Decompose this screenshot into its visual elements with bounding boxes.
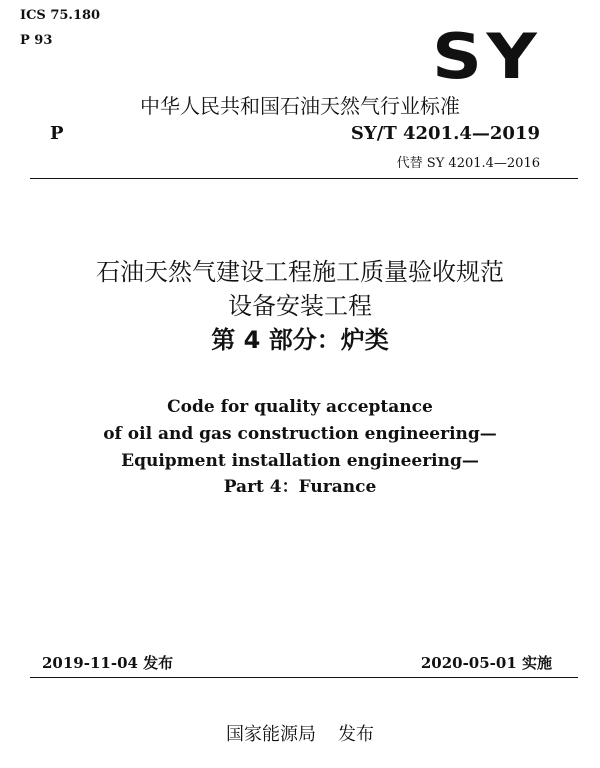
- top-divider: [30, 178, 578, 179]
- implementation-date: 2020-05-01 实施: [420, 654, 552, 672]
- replaces-note: 代替 SY 4201.4—2016: [396, 156, 540, 171]
- title-zh-line3: 第 4 部分：炉类: [211, 326, 389, 354]
- publisher-action: 发布: [338, 724, 374, 745]
- category-code: P: [50, 123, 64, 144]
- issue-date: 2019-11-04 发布: [42, 654, 174, 672]
- title-en-line1: Code for quality acceptance: [167, 397, 433, 417]
- title-en-line2: of oil and gas construction engineering—: [103, 424, 497, 444]
- title-en-line4: Part 4：Furance: [223, 477, 377, 497]
- ccs-code: P 93: [20, 33, 53, 48]
- bottom-divider: [30, 677, 578, 678]
- industry-standard-heading: 中华人民共和国石油天然气行业标准: [140, 94, 460, 118]
- standard-number: SY/T 4201.4—2019: [350, 123, 540, 144]
- publisher-line: [0, 720, 600, 746]
- title-en-line3: Equipment installation engineering—: [121, 451, 479, 471]
- title-zh-line1: 石油天然气建设工程施工质量验收规范: [96, 258, 504, 286]
- ics-code: ICS 75.180: [20, 8, 101, 23]
- publisher-name: 国家能源局: [226, 724, 316, 745]
- sy-logo: SY: [432, 20, 542, 93]
- title-zh-line2: 设备安装工程: [228, 292, 372, 320]
